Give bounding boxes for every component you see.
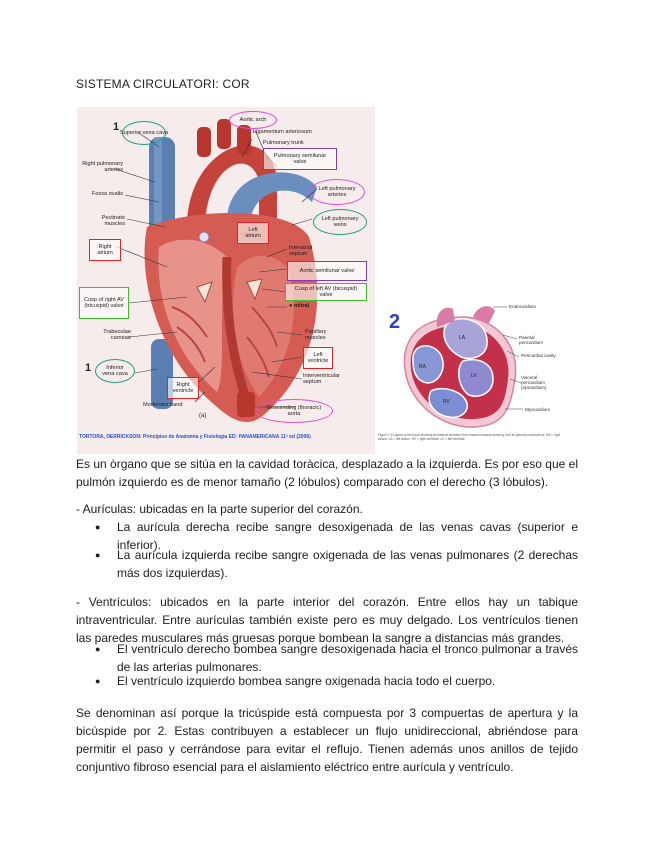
label-parietal-pericardium: Parietal pericardium — [519, 335, 543, 346]
label-superior-vena-cava: Superior vena cava — [122, 121, 166, 145]
label-pulmonary-semilunar-valve: Pulmonary semilunar valve — [263, 148, 337, 170]
label-papillary-muscles: Papillary muscles — [305, 329, 327, 342]
chamber-rv: RV — [443, 399, 450, 405]
label-left-ventricle: Left ventricle — [303, 347, 333, 369]
figure-number: 2 — [389, 311, 401, 333]
heart-chambers-figure — [375, 299, 572, 453]
label-moderator-band: Moderator band — [143, 402, 183, 408]
valves-paragraph: Se denominan así porque la tricúspide está compuesta por 3 compuertas de apertura y la bicúspide por 2. Estas contribuyen a establecer un flujo unidireccional, abriéndose para permitir el paso y cerrándose para evitar el reflujo. Tienen además unos anillos de tejido conjuntivo fibroso esencial para el aislamiento eléctrico entre aurícula y ventrículo. — [76, 706, 578, 774]
label-fossa-ovalis: Fossa ovalis — [91, 191, 123, 197]
intro-paragraph: Es un òrgano que se sitúa en la cavidad toràcica, desplazado a la izquierda. Es por eso que el pulmón izquierdo es de menor tamaño (2 lóbulos) comparado con el derecho (3 lóbulos). — [76, 457, 578, 489]
list-item — [95, 672, 578, 690]
bullet-icon: ● — [95, 522, 101, 532]
chamber-lv: LV — [471, 373, 477, 379]
page-title: SISTEMA CIRCULATORI: COR — [76, 77, 250, 91]
label-mitral: ● mitral — [289, 303, 310, 309]
label-myocardium: Myocardium — [525, 407, 551, 412]
label-aortic-arch: Aortic arch — [229, 111, 277, 129]
label-right-atrium: Right atrium — [89, 239, 121, 261]
ventriculos-paragraph: - Ventrículos: ubicados en la parte interior del corazón. Entre ellos hay un tabique intraventricular. Entre aurículas también existe pero es muy delgado. Los ventrículos tienen las paredes musculares más gruesas porque bombean la sangre a distancias más grandes. — [76, 595, 578, 645]
figure-number: 1 — [85, 362, 92, 374]
chamber-ra: RA — [419, 364, 426, 370]
list-item — [95, 546, 578, 582]
label-mitral-text: mitral — [293, 303, 310, 309]
figure-letter: (a) — [199, 413, 207, 419]
auriculas-heading: - Aurículas: ubicadas en la parte superior del corazón. — [76, 502, 363, 516]
label-interatrial-septum: Interatrial septum — [289, 245, 313, 258]
label-left-pulmonary-veins: Left pulmonary veins — [313, 209, 367, 235]
chamber-la: LA — [459, 335, 466, 341]
label-pericardial-cavity: Pericardial cavity — [521, 353, 556, 358]
bullet-icon: ● — [95, 644, 101, 654]
figure2-caption: Figure 2.9 Layers of the heart showing its internal structure from inward outward covering, and its general connections. RA = right atrium; LA = left atrium; RV = right ventricle; LV = left ventricle — [378, 433, 561, 441]
label-cusp-right-av-valve: Cusp of right AV (tricuspid) valve — [79, 287, 129, 319]
label-visceral-pericardium: Visceral pericardium (epicardium) — [521, 375, 547, 391]
label-pectinate-muscles: Pectinate muscles — [101, 215, 125, 228]
heart-anatomy-figure — [77, 107, 375, 454]
label-ligamentum-arteriosum: Ligamentum arteriosum — [253, 129, 312, 135]
label-inferior-vena-cava: Inferior vena cava — [95, 359, 135, 383]
label-endocardium: Endocardium — [509, 304, 537, 309]
bullet-text: El ventrículo derecho bombea sangre desoxigenada hacia el tronco pulmonar a través de las arterias pulmonares. — [117, 642, 578, 674]
label-interventricular-septum: Interventricular septum — [303, 373, 340, 386]
label-right-ventricle: Right ventricle — [167, 377, 199, 399]
label-aortic-semilunar-valve: Aortic semilunar valve — [287, 261, 367, 281]
label-trabeculae-carneae: Trabeculae carneae — [103, 329, 131, 342]
bullet-icon: ● — [95, 550, 101, 560]
label-pulmonary-trunk: Pulmonary trunk — [263, 140, 304, 146]
list-item — [95, 640, 578, 676]
figure-number: 1 — [113, 121, 120, 133]
figure1-caption: TORTORA, DERRICKSON: Principios de Anatomia y Fisiologia ED: PANAMERICANA 11ª ed (2006) — [79, 434, 311, 440]
label-cusp-left-av-valve: Cusp of left AV (bicuspid) valve — [285, 283, 367, 301]
label-left-atrium: Left atrium — [237, 222, 269, 244]
label-left-pulmonary-arteries: Left pulmonary arteries — [309, 179, 365, 205]
bullet-text: La aurícula derecha recibe sangre desoxigenada de las venas cavas (superior e inferior). — [117, 520, 578, 552]
label-descending-aorta: Descending (thoracic) aorta — [255, 399, 333, 423]
label-right-pulmonary-arteries: Right pulmonary arteries — [82, 161, 123, 174]
bullet-text: La aurícula izquierda recibe sangre oxigenada de las venas pulmonares (2 derechas más dos izquierdas). — [117, 548, 578, 580]
bullet-text: El ventrículo izquierdo bombea sangre oxigenada hacia todo el cuerpo. — [117, 674, 496, 688]
bullet-icon: ● — [95, 676, 101, 686]
